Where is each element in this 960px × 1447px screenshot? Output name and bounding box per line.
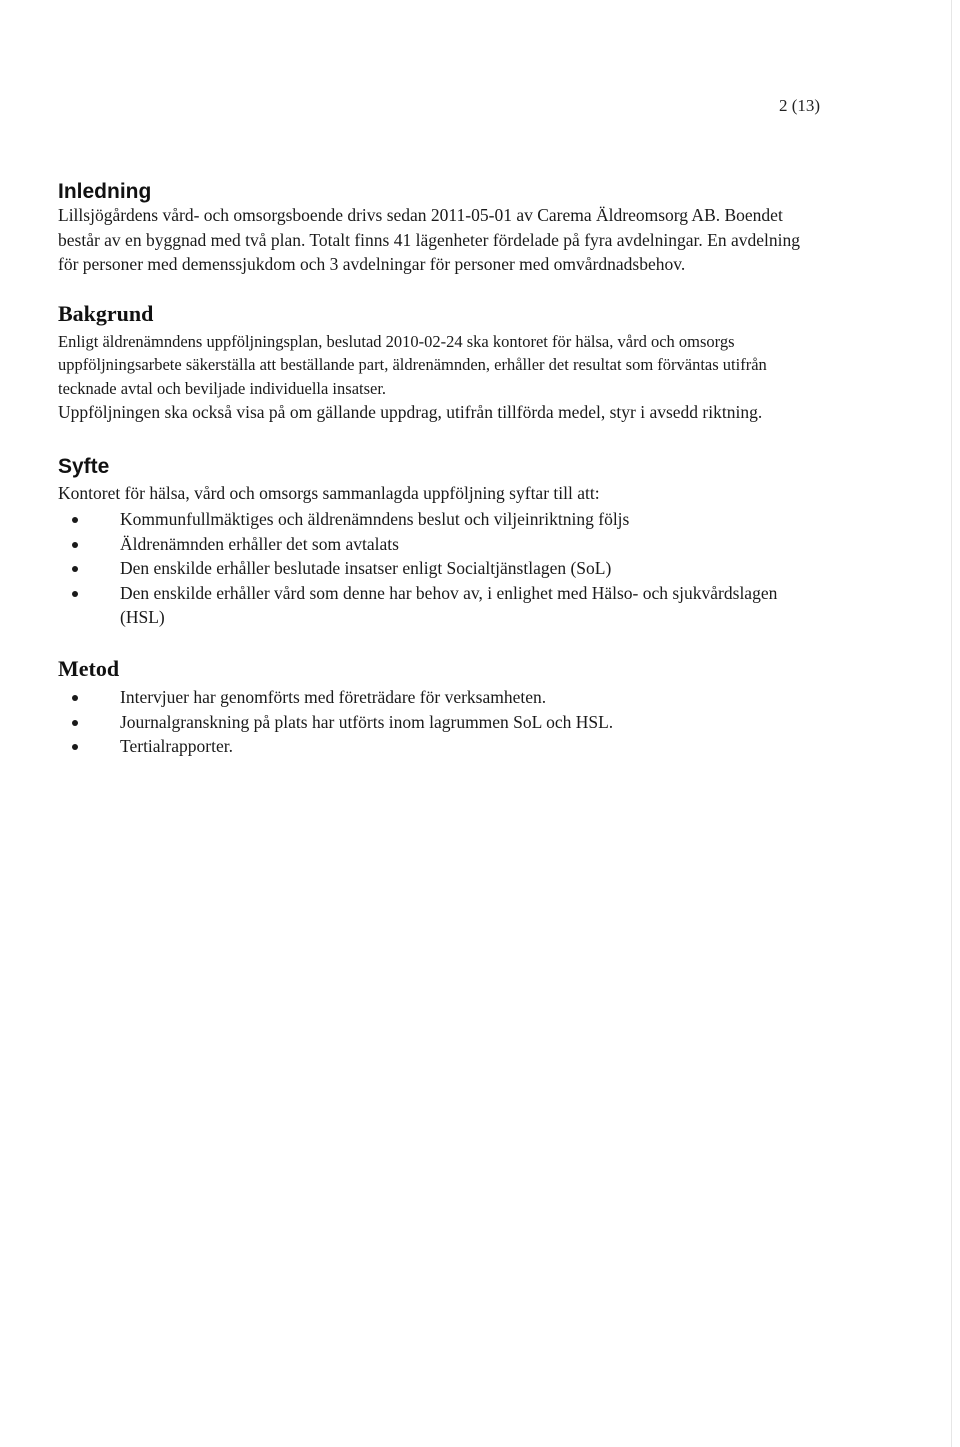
paragraph-syfte-intro: Kontoret för hälsa, vård och omsorgs sammanlagda uppföljning syftar till att: [58,482,600,503]
bullet-icon [72,744,78,750]
paragraph-inledning: Lillsjögårdens vård- och omsorgsboende drivs sedan 2011-05-01 av Carema Äldreomsorg AB. Boendet består av en byggnad med två plan. Totalt finns 41 lägenheter fördelade på fyra avdelningar. En avdelning för personer med demenssjukdom och 3 avdelningar för personer med omvårdnadsbehov. [58,205,800,275]
bullet-icon [72,517,78,523]
paragraph-bakgrund-1: Enligt äldrenämndens uppföljningsplan, beslutad 2010-02-24 ska kontoret för hälsa, vård och omsorgs uppföljningsarbete säkerställa att beställande part, äldrenämnden, erhåller det resultat som förväntas utifrån tecknade avtal och beviljade individuella insatser. [58,331,767,398]
list-item [58,710,818,735]
list-item-text: Den enskilde erhåller vård som denne har behov av, i enlighet med Hälso- och sjukvårdslagen (HSL) [120,582,778,628]
list-item [58,685,818,710]
bullet-icon [72,591,78,597]
list-item [58,507,818,532]
heading-inledning: Inledning [58,180,152,203]
section-inledning [58,180,818,277]
bullet-icon [72,566,78,572]
list-item-text: Äldrenämnden erhåller det som avtalats [120,533,399,554]
syfte-list [58,507,818,630]
document-body [58,180,818,759]
list-item-text: Tertialrapporter. [120,736,233,757]
metod-list [58,685,818,759]
bullet-icon [72,542,78,548]
list-item [58,556,818,581]
list-item-text: Intervjuer har genomförts med företrädare för verksamheten. [120,687,547,708]
section-metod [58,657,818,759]
scan-edge-line [951,0,952,1447]
list-item [58,734,818,759]
list-item [58,532,818,557]
list-item-text: Kommunfullmäktiges och äldrenämndens beslut och viljeinriktning följs [120,509,630,530]
heading-syfte: Syfte [58,454,110,478]
paragraph-bakgrund-2: Uppföljningen ska också visa på om gällande uppdrag, utifrån tillförda medel, styr i avsedd riktning. [58,402,763,423]
list-item [58,581,818,630]
section-syfte [58,455,818,630]
list-item-text: Journalgranskning på plats har utförts inom lagrummen SoL och HSL. [120,711,614,732]
list-item-text: Den enskilde erhåller beslutade insatser enligt Socialtjänstlagen (SoL) [120,558,612,579]
section-bakgrund [58,302,818,425]
page-number: 2 (13) [779,96,821,115]
bullet-icon [72,695,78,701]
bullet-icon [72,720,78,726]
heading-bakgrund: Bakgrund [58,300,154,326]
heading-metod: Metod [58,655,120,681]
